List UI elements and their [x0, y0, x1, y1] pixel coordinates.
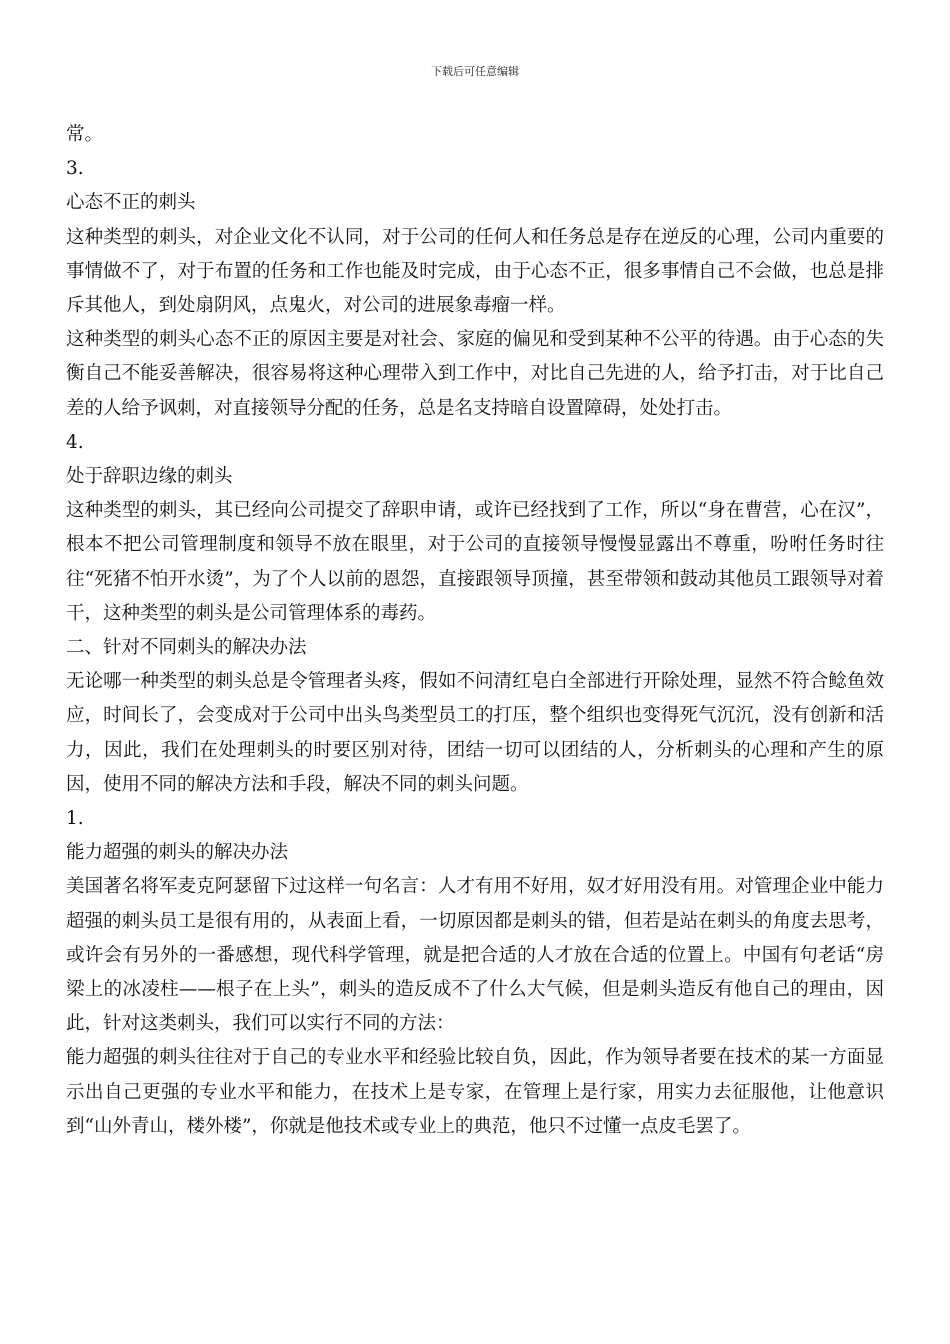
body-paragraph: 美国著名将军麦克阿瑟留下过这样一句名言：人才有用不好用，奴才好用没有用。对管理企业中能力超强的刺头员工是很有用的，从表面上看，一切原因都是刺头的错，但若是站在刺头的角度去思考，或许会有另外的一番感想，现代科学管理，就是把合适的人才放在合适的位置上。中国有句老话“房梁上的冰凌柱——根子在上头”，刺头的造反成不了什么大气候，但是刺头造反有他自己的理由，因此，针对这类刺头，我们可以实行不同的方法：	[66, 876, 884, 1035]
section-heading: 能力超强的刺头的解决办法	[66, 842, 289, 864]
body-paragraph: 这种类型的刺头心态不正的原因主要是对社会、家庭的偏见和受到某种不公平的待遇。由于心态的失衡自己不能妥善解决，很容易将这种心理带入到工作中，对比自己先进的人，给予打击，对于比自己差的人给予讽刺，对直接领导分配的任务，总是名支持暗自设置障碍，处处打击。	[66, 329, 884, 419]
section-number: 4.	[66, 431, 84, 453]
section-heading: 处于辞职边缘的刺头	[66, 466, 233, 488]
body-paragraph: 无论哪一种类型的刺头总是令管理者头疼，假如不问清红皂白全部进行开除处理，显然不符合鲶鱼效应，时间长了，会变成对于公司中出头鸟类型员工的打压，整个组织也变得死气沉沉，没有创新和活力，因此，我们在处理刺头的时要区别对待，团结一切可以团结的人，分析刺头的心理和产生的原因，使用不同的解决方法和手段，解决不同的刺头问题。	[66, 671, 884, 795]
page-header-note: 下载后可任意编辑	[431, 65, 519, 78]
body-paragraph: 这种类型的刺头，对企业文化不认同，对于公司的任何人和任务总是存在逆反的心理，公司内重要的事情做不了，对于布置的任务和工作也能及时完成，由于心态不正，很多事情自己不会做，也总是排斥其他人，到处扇阴风，点鬼火，对公司的进展象毒瘤一样。	[66, 226, 884, 317]
body-paragraph: 能力超强的刺头往往对于自己的专业水平和经验比较自负，因此，作为领导者要在技术的某一方面显示出自己更强的专业水平和能力，在技术上是专家，在管理上是行家，用实力去征服他，让他意识到“山外青山，楼外楼”，你就是他技术或专业上的典范，他只不过懂一点皮毛罢了。	[66, 1047, 884, 1137]
document-body	[66, 118, 884, 1144]
body-paragraph: 这种类型的刺头，其已经向公司提交了辞职申请，或许已经找到了工作，所以“身在曹营，心在汉”，根本不把公司管理制度和领导不放在眼里，对于公司的直接领导慢慢显露出不尊重，吩咐任务时往往“死猪不怕开水烫”，为了个人以前的恩怨，直接跟领导顶撞，甚至带领和鼓动其他员工跟领导对着干，这种类型的刺头是公司管理体系的毒药。	[66, 500, 884, 624]
section-number: 1.	[66, 808, 84, 830]
section-number: 3.	[66, 158, 84, 180]
section-heading: 心态不正的刺头	[66, 192, 196, 214]
chapter-heading: 二、针对不同刺头的解决办法	[66, 637, 307, 659]
paragraph-continuation: 常。	[66, 124, 104, 145]
